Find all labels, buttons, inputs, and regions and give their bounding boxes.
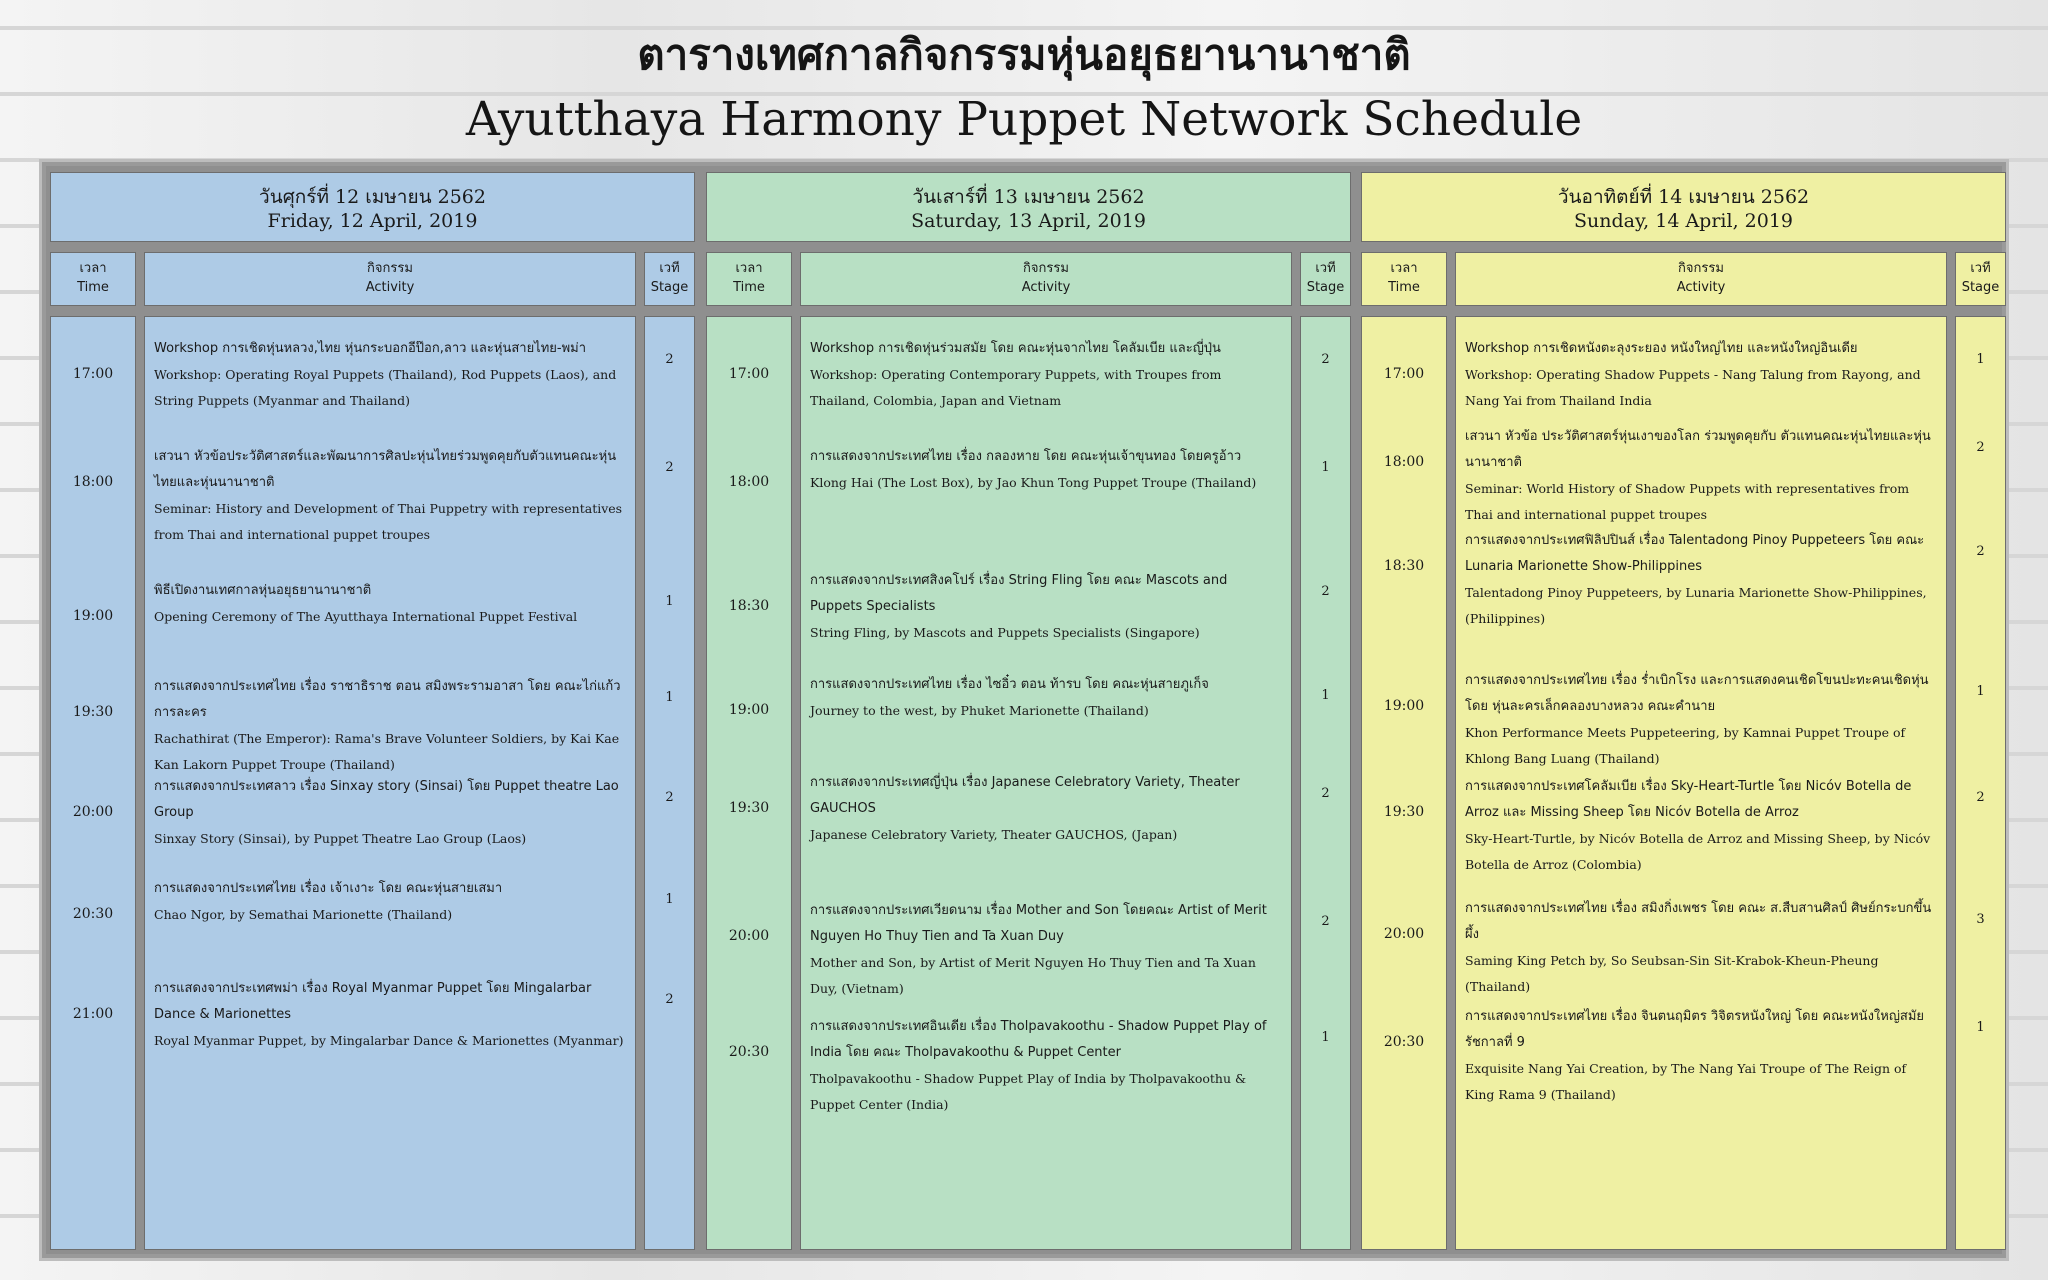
event-title-english: Seminar: World History of Shadow Puppets with representatives from Thai and international puppet troupes xyxy=(1465,481,1910,522)
schedule-row xyxy=(50,876,695,976)
event-title-thai: การแสดงจากประเทศไทย เรื่อง ไซอิ๋ว ตอน ท้ารบ โดย คณะหุ่นสายภูเก็จ xyxy=(810,677,1209,692)
event-title-english: Tholpavakoothu - Shadow Puppet Play of India by Tholpavakoothu & Puppet Center (India) xyxy=(810,1071,1247,1112)
event-activity xyxy=(1465,896,1937,1000)
event-activity xyxy=(810,898,1282,1002)
event-time: 21:00 xyxy=(72,1006,114,1022)
schedule-row xyxy=(706,444,1351,544)
column-header-thai: กิจกรรม xyxy=(1678,261,1724,276)
event-title-english: Talentadong Pinoy Puppeteers, by Lunaria Marionette Show-Philippines, (Philippines) xyxy=(1465,585,1927,626)
event-activity xyxy=(810,1014,1282,1118)
event-title-english: Khon Performance Meets Puppeteering, by Kamnai Puppet Troupe of Khlong Bang Luang (Thailand) xyxy=(1465,725,1906,766)
title-thai: ตารางเทศกาลกิจกรรมหุ่นอยุธยานานาชาติ xyxy=(637,30,1411,79)
day-column-friday xyxy=(50,172,695,1250)
event-activity xyxy=(810,568,1282,646)
event-title-thai: การแสดงจากประเทศฟิลิปปินส์ เรื่อง Talentadong Pinoy Puppeteers โดย คณะ Lunaria Marionette Show-Philippines xyxy=(1465,533,1925,574)
event-time: 18:30 xyxy=(1383,558,1425,574)
event-title-thai: การแสดงจากประเทศไทย เรื่อง เจ้าเงาะ โดย คณะหุ่นสายเสมา xyxy=(154,881,503,896)
event-title-thai: เสวนา หัวข้อประวัติศาสตร์และพัฒนาการศิลปะหุ่นไทยร่วมพูดคุยกับตัวแทนคณะหุ่นไทยและหุ่นนานาชาติ xyxy=(154,449,617,490)
event-activity xyxy=(1465,336,1937,414)
event-title-english: Sinxay Story (Sinsai), by Puppet Theatre Lao Group (Laos) xyxy=(154,831,527,846)
title-english: Ayutthaya Harmony Puppet Network Schedule xyxy=(465,92,1583,147)
column-header-thai: เวที xyxy=(1315,261,1336,276)
event-title-thai: การแสดงจากประเทศสิงคโปร์ เรื่อง String Fling โดย คณะ Mascots and Puppets Specialists xyxy=(810,573,1228,614)
column-header-english: Activity xyxy=(1021,280,1071,295)
schedule-row xyxy=(1361,668,2006,768)
day-header xyxy=(1361,172,2006,242)
schedule-row xyxy=(50,578,695,678)
event-activity xyxy=(154,578,626,630)
event-time: 19:00 xyxy=(72,608,114,624)
event-time: 20:00 xyxy=(72,804,114,820)
schedule-row xyxy=(706,672,1351,772)
event-stage: 1 xyxy=(1321,688,1330,703)
event-activity xyxy=(810,336,1282,414)
event-title-thai: พิธีเปิดงานเทศกาลหุ่นอยุธยานานาชาติ xyxy=(154,583,372,598)
event-activity xyxy=(154,444,626,548)
day-date-english: Friday, 12 April, 2019 xyxy=(267,210,478,232)
event-title-english: Japanese Celebratory Variety, Theater GAUCHOS, (Japan) xyxy=(810,827,1178,842)
event-title-english: Opening Ceremony of The Ayutthaya International Puppet Festival xyxy=(154,609,578,624)
event-time: 20:30 xyxy=(1383,1034,1425,1050)
column-header-thai: กิจกรรม xyxy=(367,261,413,276)
event-stage: 1 xyxy=(1976,1020,1985,1035)
event-stage: 1 xyxy=(665,594,674,609)
schedule-row xyxy=(50,444,695,544)
event-title-english: Saming King Petch by, So Seubsan-Sin Sit-Krabok-Kheun-Pheung (Thailand) xyxy=(1465,953,1879,994)
event-stage: 1 xyxy=(1976,352,1985,367)
event-title-english: Sky-Heart-Turtle, by Nicóv Botella de Arroz and Missing Sheep, by Nicóv Botella de Arroz (Colombia) xyxy=(1465,831,1931,872)
day-date-english: Saturday, 13 April, 2019 xyxy=(911,210,1146,232)
event-title-thai: เสวนา หัวข้อ ประวัติศาสตร์หุ่นเงาของโลก ร่วมพูดคุยกับ ตัวแทนคณะหุ่นไทยและหุ่นนานาชาติ xyxy=(1465,429,1931,470)
schedule-row xyxy=(706,1014,1351,1114)
event-title-english: Workshop: Operating Shadow Puppets - Nang Talung from Rayong, and Nang Yai from Thailand India xyxy=(1465,367,1921,408)
event-title-thai: การแสดงจากประเทศไทย เรื่อง กลองหาย โดย คณะหุ่นเจ้าขุนทอง โดยครูอ้าว xyxy=(810,449,1242,464)
column-header-thai: เวที xyxy=(1970,261,1991,276)
event-time: 20:30 xyxy=(72,906,114,922)
event-time: 19:00 xyxy=(1383,698,1425,714)
column-header-english: Time xyxy=(733,280,765,295)
event-title-thai: การแสดงจากประเทศเวียดนาม เรื่อง Mother and Son โดยคณะ Artist of Merit Nguyen Ho Thuy Tien and Ta Xuan Duy xyxy=(810,903,1267,944)
event-title-english: Workshop: Operating Contemporary Puppets, with Troupes from Thailand, Colombia, Japan and Vietnam xyxy=(810,367,1222,408)
schedule-row xyxy=(1361,1004,2006,1104)
event-stage: 2 xyxy=(665,790,674,805)
event-time: 18:00 xyxy=(728,474,770,490)
day-date-thai: วันอาทิตย์ที่ 14 เมษายน 2562 xyxy=(1557,186,1810,208)
event-title-thai: การแสดงจากประเทศไทย เรื่อง สมิงกิ่งเพชร โดย คณะ ส.สืบสานศิลป์ ศิษย์กระบกขึ้นผึ้ง xyxy=(1465,901,1932,942)
event-stage: 2 xyxy=(1976,440,1985,455)
event-stage: 2 xyxy=(1321,914,1330,929)
column-header-english: Stage xyxy=(1961,280,2000,295)
column-header-english: Stage xyxy=(650,280,689,295)
schedule-row xyxy=(50,976,695,1076)
event-activity xyxy=(1465,668,1937,772)
event-stage: 1 xyxy=(665,690,674,705)
column-header-stage xyxy=(1955,252,2006,306)
event-activity xyxy=(154,976,626,1054)
event-stage: 2 xyxy=(1976,544,1985,559)
column-header-thai: เวลา xyxy=(1390,261,1418,276)
column-header-english: Activity xyxy=(365,280,415,295)
event-time: 19:30 xyxy=(72,704,114,720)
event-title-thai: การแสดงจากประเทศพม่า เรื่อง Royal Myanmar Puppet โดย Mingalarbar Dance & Marionettes xyxy=(154,981,592,1022)
event-stage: 1 xyxy=(1321,1030,1330,1045)
event-stage: 2 xyxy=(665,992,674,1007)
event-stage: 2 xyxy=(1321,352,1330,367)
event-time: 18:00 xyxy=(1383,454,1425,470)
event-activity xyxy=(154,774,626,852)
event-time: 18:00 xyxy=(72,474,114,490)
schedule-row xyxy=(1361,528,2006,628)
day-header xyxy=(706,172,1351,242)
event-title-thai: การแสดงจากประเทศลาว เรื่อง Sinxay story (Sinsai) โดย Puppet theatre Lao Group xyxy=(154,779,619,820)
event-title-english: Chao Ngor, by Semathai Marionette (Thailand) xyxy=(154,907,453,922)
event-title-english: Rachathirat (The Emperor): Rama's Brave Volunteer Soldiers, by Kai Kae Kan Lakorn Puppet Troupe (Thailand) xyxy=(154,731,620,772)
event-title-english: Workshop: Operating Royal Puppets (Thailand), Rod Puppets (Laos), and String Puppets (Myanmar and Thailand) xyxy=(154,367,617,408)
column-header-time xyxy=(706,252,792,306)
event-stage: 1 xyxy=(1976,684,1985,699)
event-activity xyxy=(1465,774,1937,878)
schedule-board xyxy=(42,162,2006,1258)
schedule-row xyxy=(50,774,695,874)
event-title-thai: การแสดงจากประเทศไทย เรื่อง ราชาธิราช ตอน สมิงพระรามอาสา โดย คณะไก่แก้วการละคร xyxy=(154,679,621,720)
event-title-thai: Workshop การเชิดหนังตะลุงระยอง หนังใหญ่ไทย และหนังใหญ่อินเดีย xyxy=(1465,341,1858,356)
event-stage: 3 xyxy=(1976,912,1985,927)
event-title-english: Exquisite Nang Yai Creation, by The Nang Yai Troupe of The Reign of King Rama 9 (Thailand) xyxy=(1465,1061,1907,1102)
event-time: 17:00 xyxy=(1383,366,1425,382)
event-title-thai: การแสดงจากประเทศไทย เรื่อง จินตนฤมิตร วิจิตรหนังใหญ่ โดย คณะหนังใหญ่สมัยรัชกาลที่ 9 xyxy=(1465,1009,1925,1050)
event-title-thai: การแสดงจากประเทศไทย เรื่อง ร่ำเบิกโรง และการแสดงคนเชิดโขนปะทะคนเชิดหุ่น โดย หุ่นละครเล็กคลองบางหลวง คณะคำนาย xyxy=(1465,673,1929,714)
schedule-row xyxy=(706,568,1351,668)
column-header-thai: เวที xyxy=(659,261,680,276)
event-time: 20:00 xyxy=(728,928,770,944)
schedule-row xyxy=(706,336,1351,436)
event-title-english: Mother and Son, by Artist of Merit Nguyen Ho Thuy Tien and Ta Xuan Duy, (Vietnam) xyxy=(810,955,1256,996)
event-title-english: String Fling, by Mascots and Puppets Specialists (Singapore) xyxy=(810,625,1200,640)
schedule-row xyxy=(706,898,1351,998)
column-header-activity xyxy=(1455,252,1947,306)
column-header-stage xyxy=(1300,252,1351,306)
event-title-thai: การแสดงจากประเทศโคลัมเบีย เรื่อง Sky-Heart-Turtle โดย Nicóv Botella de Arroz และ Missing Sheep โดย Nicóv Botella de Arroz xyxy=(1465,779,1912,820)
schedule-row xyxy=(1361,424,2006,524)
event-time: 18:30 xyxy=(728,598,770,614)
event-time: 19:30 xyxy=(728,800,770,816)
schedule-row xyxy=(1361,896,2006,996)
event-stage: 2 xyxy=(665,352,674,367)
event-time: 17:00 xyxy=(72,366,114,382)
event-title-thai: Workshop การเชิดหุ่นร่วมสมัย โดย คณะหุ่นจากไทย โคลัมเบีย และญี่ปุ่น xyxy=(810,341,1221,356)
page-header xyxy=(0,20,2048,150)
event-activity xyxy=(810,444,1282,496)
event-time: 19:00 xyxy=(728,702,770,718)
event-activity xyxy=(154,674,626,778)
event-stage: 2 xyxy=(665,460,674,475)
event-title-english: Klong Hai (The Lost Box), by Jao Khun Tong Puppet Troupe (Thailand) xyxy=(810,475,1257,490)
event-stage: 2 xyxy=(1976,790,1985,805)
event-stage: 2 xyxy=(1321,584,1330,599)
column-header-time xyxy=(50,252,136,306)
day-date-english: Sunday, 14 April, 2019 xyxy=(1573,210,1794,232)
column-header-english: Time xyxy=(1388,280,1420,295)
event-stage: 2 xyxy=(1321,786,1330,801)
day-date-thai: วันศุกร์ที่ 12 เมษายน 2562 xyxy=(259,186,486,208)
event-activity xyxy=(810,672,1282,724)
event-title-english: Seminar: History and Development of Thai Puppetry with representatives from Thai and international puppet troupes xyxy=(154,501,623,542)
event-time: 19:30 xyxy=(1383,804,1425,820)
event-stage: 1 xyxy=(1321,460,1330,475)
day-column-sunday xyxy=(1361,172,2006,1250)
column-header-english: Stage xyxy=(1306,280,1345,295)
column-header-english: Time xyxy=(77,280,109,295)
schedule-row xyxy=(1361,336,2006,436)
column-header-time xyxy=(1361,252,1447,306)
day-column-saturday xyxy=(706,172,1351,1250)
event-activity xyxy=(1465,1004,1937,1108)
event-activity xyxy=(154,876,626,928)
event-title-english: Journey to the west, by Phuket Marionette (Thailand) xyxy=(810,703,1149,718)
schedule-row xyxy=(706,770,1351,870)
event-time: 20:00 xyxy=(1383,926,1425,942)
event-stage: 1 xyxy=(665,892,674,907)
day-header xyxy=(50,172,695,242)
schedule-row xyxy=(1361,774,2006,874)
column-header-thai: กิจกรรม xyxy=(1023,261,1069,276)
column-header-thai: เวลา xyxy=(79,261,107,276)
schedule-row xyxy=(50,336,695,436)
column-header-english: Activity xyxy=(1676,280,1726,295)
event-title-thai: การแสดงจากประเทศญี่ปุ่น เรื่อง Japanese Celebratory Variety, Theater GAUCHOS xyxy=(810,775,1240,816)
day-date-thai: วันเสาร์ที่ 13 เมษายน 2562 xyxy=(912,186,1145,208)
event-activity xyxy=(1465,424,1937,528)
column-header-activity xyxy=(144,252,636,306)
event-activity xyxy=(810,770,1282,848)
event-title-thai: Workshop การเชิดหุ่นหลวง,ไทย หุ่นกระบอกอีป๊อก,ลาว และหุ่นสายไทย-พม่า xyxy=(154,341,587,356)
column-header-activity xyxy=(800,252,1292,306)
event-activity xyxy=(1465,528,1937,632)
event-title-english: Royal Myanmar Puppet, by Mingalarbar Dance & Marionettes (Myanmar) xyxy=(154,1033,624,1048)
event-title-thai: การแสดงจากประเทศอินเดีย เรื่อง Tholpavakoothu - Shadow Puppet Play of India โดย คณะ Tholpavakoothu & Puppet Center xyxy=(810,1019,1267,1060)
column-header-stage xyxy=(644,252,695,306)
event-time: 20:30 xyxy=(728,1044,770,1060)
event-activity xyxy=(154,336,626,414)
column-header-thai: เวลา xyxy=(735,261,763,276)
event-time: 17:00 xyxy=(728,366,770,382)
schedule-row xyxy=(50,674,695,774)
